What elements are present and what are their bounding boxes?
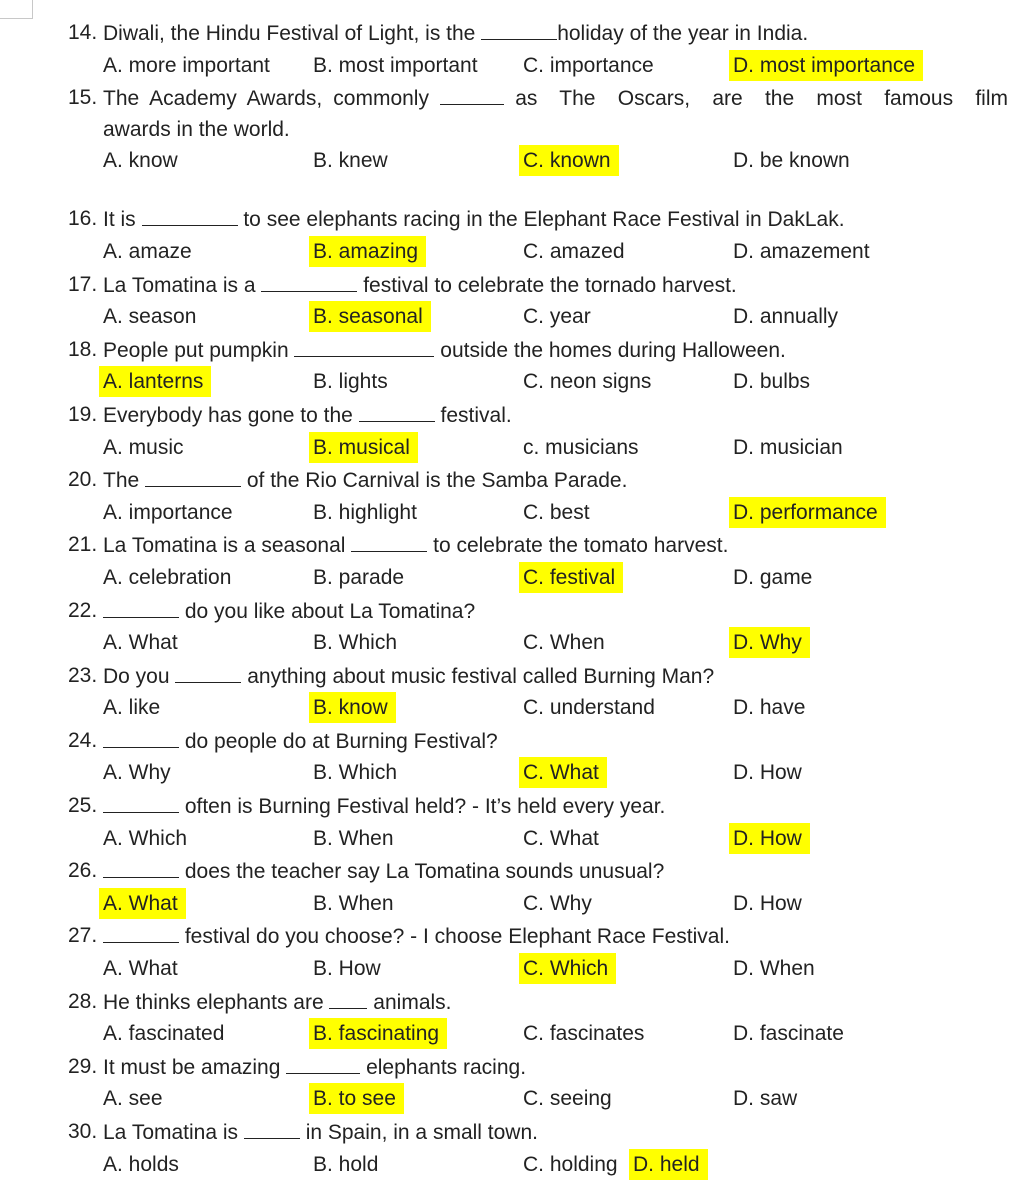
question-stem — [103, 1116, 538, 1150]
option-b-highlighted[interactable] — [313, 432, 418, 465]
question-number: 16. — [68, 207, 98, 231]
option-label: D. annually — [733, 305, 839, 329]
answer-blank[interactable] — [294, 334, 434, 357]
stem-text: as The Oscars, are the most famous film — [504, 87, 1008, 111]
question-stem-line — [0, 17, 1024, 50]
option-b[interactable] — [313, 757, 397, 790]
option-c[interactable] — [523, 1149, 618, 1182]
option-d[interactable] — [733, 562, 812, 595]
option-label: B. parade — [313, 565, 405, 589]
option-label: D. How — [733, 891, 802, 915]
stem-text: to celebrate the tomato harvest. — [427, 534, 729, 558]
option-label: B. musical — [309, 432, 418, 463]
option-label: D. fascinate — [733, 1022, 844, 1046]
option-label: A. music — [103, 435, 184, 459]
option-label: C. When — [523, 631, 605, 655]
question-stem-line — [0, 203, 1024, 236]
option-label: c. musicians — [523, 435, 639, 459]
option-a[interactable] — [103, 1149, 179, 1182]
option-label: A. know — [103, 148, 178, 172]
quiz-page — [0, 17, 1024, 1181]
options-row — [0, 627, 1024, 660]
question-stem-line — [0, 725, 1024, 758]
option-b[interactable] — [313, 50, 478, 83]
answer-blank[interactable] — [145, 464, 241, 487]
option-d[interactable] — [733, 301, 838, 334]
question-number: 28. — [68, 989, 98, 1013]
option-label: D. game — [733, 565, 813, 589]
option-d-highlighted[interactable] — [733, 627, 810, 660]
option-d[interactable] — [733, 1083, 797, 1116]
options-row — [0, 1018, 1024, 1051]
question-number: 20. — [68, 468, 98, 492]
question-stem — [103, 986, 452, 1020]
option-label: B. lights — [313, 370, 388, 394]
answer-blank[interactable] — [359, 399, 435, 422]
question-stem-continuation — [0, 115, 1024, 145]
stem-text: do you like about La Tomatina? — [179, 599, 476, 623]
question-stem — [103, 1051, 526, 1085]
answer-blank[interactable] — [261, 269, 357, 292]
option-c-highlighted[interactable] — [523, 145, 619, 178]
question-stem — [103, 920, 730, 954]
option-d-highlighted[interactable] — [733, 823, 810, 856]
options-row — [0, 888, 1024, 921]
question-21 — [0, 529, 1024, 594]
option-a[interactable] — [103, 823, 187, 856]
answer-blank[interactable] — [103, 790, 179, 813]
options-row — [0, 301, 1024, 334]
option-label: C. seeing — [523, 1087, 612, 1111]
answer-blank[interactable] — [286, 1051, 360, 1074]
option-d[interactable] — [733, 953, 815, 986]
question-number: 18. — [68, 337, 98, 361]
option-b[interactable] — [313, 1149, 378, 1182]
option-label: D. bulbs — [733, 370, 811, 394]
question-20 — [0, 464, 1024, 529]
option-a[interactable] — [103, 562, 231, 595]
stem-text: People put pumpkin — [103, 338, 295, 362]
options-row — [0, 1083, 1024, 1116]
stem-text: animals. — [367, 990, 452, 1014]
question-stem — [103, 529, 728, 563]
question-stem-line — [0, 986, 1024, 1019]
option-a[interactable] — [103, 1083, 163, 1116]
option-c-highlighted[interactable] — [523, 953, 616, 986]
option-label: A. importance — [103, 500, 233, 524]
question-stem — [103, 82, 1008, 116]
stem-text: anything about music festival called Burning Man? — [241, 664, 715, 688]
option-label: C. What — [523, 826, 599, 850]
answer-blank[interactable] — [244, 1116, 300, 1139]
question-27 — [0, 920, 1024, 985]
option-a[interactable] — [103, 50, 270, 83]
option-label: C. neon signs — [523, 370, 652, 394]
option-label: C. understand — [523, 696, 655, 720]
question-22 — [0, 595, 1024, 660]
option-c-highlighted[interactable] — [523, 562, 623, 595]
question-number: 14. — [68, 21, 98, 44]
option-c[interactable] — [523, 497, 590, 530]
option-label: C. amazed — [523, 239, 625, 263]
option-label: C. Which — [519, 953, 616, 984]
option-label: B. When — [313, 891, 394, 915]
stem-text: elephants racing. — [360, 1055, 527, 1079]
question-number: 25. — [68, 794, 98, 818]
options-row — [0, 236, 1024, 269]
question-number: 26. — [68, 859, 98, 883]
question-stem-line — [0, 529, 1024, 562]
question-number: 17. — [68, 272, 98, 296]
option-c[interactable] — [523, 50, 654, 83]
option-b[interactable] — [313, 145, 388, 178]
option-label: C. Why — [523, 891, 592, 915]
option-a[interactable] — [103, 497, 233, 530]
option-label: D. How — [733, 761, 802, 785]
option-label: A. What — [103, 631, 178, 655]
option-label: B. fascinating — [309, 1018, 447, 1049]
question-stem-line — [0, 855, 1024, 888]
stem-text: does the teacher say La Tomatina sounds unusual? — [179, 860, 665, 884]
option-label: A. Which — [103, 826, 188, 850]
option-b-highlighted[interactable] — [313, 692, 396, 725]
stem-text: often is Burning Festival held? - It’s held every year. — [179, 795, 666, 819]
option-label: A. see — [103, 1087, 163, 1111]
option-b[interactable] — [313, 823, 394, 856]
stem-text: Everybody has gone to the — [103, 403, 359, 427]
option-b[interactable] — [313, 953, 381, 986]
option-c[interactable] — [523, 432, 639, 465]
stem-text: It is — [103, 208, 142, 232]
option-a[interactable] — [103, 301, 196, 334]
options-row — [0, 145, 1024, 178]
question-stem — [103, 399, 512, 433]
option-b-highlighted[interactable] — [313, 236, 426, 269]
option-d-highlighted[interactable] — [733, 497, 886, 530]
question-number: 22. — [68, 598, 98, 622]
stem-text: holiday of the year in India. — [557, 22, 809, 45]
answer-blank[interactable] — [329, 986, 367, 1009]
option-d[interactable] — [733, 145, 850, 178]
option-label: A. Why — [103, 761, 171, 785]
section-gap — [0, 177, 1024, 203]
stem-text: festival do you choose? - I choose Elephant Race Festival. — [179, 925, 730, 949]
option-label: B. to see — [309, 1083, 404, 1114]
question-stem-line — [0, 334, 1024, 367]
option-label: D. amazement — [733, 239, 870, 263]
question-stem-line — [0, 269, 1024, 302]
option-c[interactable] — [523, 236, 625, 269]
option-label: A. fascinated — [103, 1022, 225, 1046]
option-c[interactable] — [523, 366, 651, 399]
options-row — [0, 757, 1024, 790]
option-c[interactable] — [523, 823, 599, 856]
option-d-highlighted[interactable] — [633, 1149, 708, 1182]
question-stem-line — [0, 1116, 1024, 1149]
answer-blank[interactable] — [103, 725, 179, 748]
question-15 — [0, 82, 1024, 177]
option-a[interactable] — [103, 432, 184, 465]
option-label: D. How — [729, 823, 810, 854]
answer-blank[interactable] — [175, 660, 241, 683]
stem-text: in Spain, in a small town. — [299, 1121, 538, 1144]
option-b[interactable] — [313, 888, 394, 921]
question-stem — [103, 203, 845, 237]
question-28 — [0, 986, 1024, 1051]
question-stem-line — [0, 1051, 1024, 1084]
stem-text: It must be amazing — [103, 1055, 287, 1079]
stem-text: Do you — [103, 664, 176, 688]
question-stem — [103, 269, 737, 303]
option-d-highlighted[interactable] — [733, 50, 923, 83]
question-stem — [103, 855, 664, 889]
option-label: C. fascinates — [523, 1022, 645, 1046]
answer-blank[interactable] — [351, 529, 427, 552]
question-number: 21. — [68, 533, 98, 557]
option-label: D. saw — [733, 1087, 798, 1111]
option-label: A. celebration — [103, 565, 232, 589]
option-d[interactable] — [733, 432, 843, 465]
stem-text: La Tomatina is a seasonal — [103, 534, 352, 558]
option-c[interactable] — [523, 301, 591, 334]
question-stem-line — [0, 82, 1024, 115]
stem-text: do people do at Burning Festival? — [179, 729, 498, 753]
option-label: A. more important — [103, 53, 270, 77]
question-17 — [0, 269, 1024, 334]
question-number: 30. — [68, 1120, 98, 1143]
option-a[interactable] — [103, 692, 160, 725]
option-b[interactable] — [313, 562, 404, 595]
question-stem-line — [0, 399, 1024, 432]
question-stem — [103, 17, 808, 51]
option-label: C. What — [519, 757, 607, 788]
option-label: B. When — [313, 826, 394, 850]
options-row — [0, 1149, 1024, 1182]
stem-text: to see elephants racing in the Elephant Race Festival in DakLak. — [237, 208, 845, 232]
question-stem — [103, 334, 786, 368]
option-label: B. amazing — [309, 236, 426, 267]
question-stem — [103, 595, 475, 629]
answer-blank[interactable] — [481, 17, 557, 40]
question-number: 19. — [68, 402, 98, 426]
question-stem-line — [0, 595, 1024, 628]
stem-text: He thinks elephants are — [103, 990, 330, 1014]
stem-text: festival. — [434, 403, 512, 427]
option-a-highlighted[interactable] — [103, 888, 186, 921]
options-row — [0, 50, 1024, 83]
options-row — [0, 432, 1024, 465]
option-a-highlighted[interactable] — [103, 366, 211, 399]
options-row — [0, 953, 1024, 986]
question-stem-line — [0, 920, 1024, 953]
option-label: D. Why — [729, 627, 810, 658]
options-row — [0, 823, 1024, 856]
option-label: D. musician — [733, 435, 843, 459]
option-label: D. When — [733, 957, 815, 981]
option-a[interactable] — [103, 145, 178, 178]
option-label: C. known — [519, 145, 619, 176]
stem-text: La Tomatina is a — [103, 273, 262, 297]
option-a[interactable] — [103, 627, 178, 660]
options-row — [0, 692, 1024, 725]
option-label: A. season — [103, 305, 197, 329]
option-label: C. holding — [523, 1152, 618, 1176]
stem-text: The — [103, 469, 146, 493]
option-c[interactable] — [523, 888, 592, 921]
stem-text: The Academy Awards, commonly — [103, 87, 441, 111]
option-label: C. festival — [519, 562, 623, 593]
question-number: 15. — [68, 86, 98, 110]
option-label: B. most important — [313, 53, 478, 77]
option-c[interactable] — [523, 1018, 644, 1051]
question-stem-line — [0, 464, 1024, 497]
option-b[interactable] — [313, 366, 388, 399]
option-a[interactable] — [103, 236, 192, 269]
option-label: B. hold — [313, 1152, 379, 1176]
question-25 — [0, 790, 1024, 855]
question-stem — [103, 790, 665, 824]
option-d[interactable] — [733, 692, 805, 725]
option-a[interactable] — [103, 757, 171, 790]
question-19 — [0, 399, 1024, 464]
option-label: D. be known — [733, 148, 850, 172]
stem-text: awards in the world. — [103, 117, 290, 141]
option-c[interactable] — [523, 1083, 612, 1116]
question-18 — [0, 334, 1024, 399]
stem-text: festival to celebrate the tornado harvest. — [357, 273, 737, 297]
option-c-highlighted[interactable] — [523, 757, 607, 790]
question-stem-line — [0, 660, 1024, 693]
option-b-highlighted[interactable] — [313, 1018, 447, 1051]
option-d[interactable] — [733, 236, 870, 269]
option-label: A. amaze — [103, 239, 192, 263]
question-number: 27. — [68, 924, 98, 948]
question-14 — [0, 17, 1024, 82]
option-label: A. What — [99, 888, 186, 919]
stem-text: La Tomatina is — [103, 1121, 244, 1144]
question-16 — [0, 203, 1024, 268]
question-24 — [0, 725, 1024, 790]
options-row — [0, 366, 1024, 399]
answer-blank[interactable] — [142, 203, 238, 226]
option-label: C. importance — [523, 53, 654, 77]
option-label: C. best — [523, 500, 590, 524]
question-stem — [103, 660, 714, 694]
stem-text: of the Rio Carnival is the Samba Parade. — [241, 469, 628, 493]
question-stem — [103, 464, 627, 498]
option-label: B. How — [313, 957, 381, 981]
option-a[interactable] — [103, 1018, 224, 1051]
option-label: D. have — [733, 696, 806, 720]
options-row — [0, 497, 1024, 530]
stem-text: outside the homes during Halloween. — [434, 338, 786, 362]
question-23 — [0, 660, 1024, 725]
answer-blank[interactable] — [103, 595, 179, 618]
option-label: B. seasonal — [309, 301, 431, 332]
answer-blank[interactable] — [103, 855, 179, 878]
option-label: B. know — [309, 692, 396, 723]
option-label: D. held — [629, 1149, 708, 1180]
option-label: C. year — [523, 305, 591, 329]
question-29 — [0, 1051, 1024, 1116]
option-d[interactable] — [733, 366, 810, 399]
option-label: B. knew — [313, 148, 388, 172]
option-label: A. What — [103, 957, 178, 981]
answer-blank[interactable] — [440, 82, 504, 105]
options-row — [0, 562, 1024, 595]
question-30 — [0, 1116, 1024, 1181]
question-stem — [103, 725, 498, 759]
question-26 — [0, 855, 1024, 920]
question-number: 29. — [68, 1054, 98, 1078]
question-number: 23. — [68, 663, 98, 687]
option-b[interactable] — [313, 497, 417, 530]
option-b-highlighted[interactable] — [313, 1083, 404, 1116]
option-b-highlighted[interactable] — [313, 301, 431, 334]
question-number: 24. — [68, 728, 98, 752]
option-label: B. Which — [313, 761, 398, 785]
option-b[interactable] — [313, 627, 397, 660]
answer-blank[interactable] — [103, 920, 179, 943]
option-a[interactable] — [103, 953, 178, 986]
option-d[interactable] — [733, 1018, 844, 1051]
stem-text: Diwali, the Hindu Festival of Light, is the — [103, 22, 482, 45]
option-label: B. highlight — [313, 500, 417, 524]
option-d[interactable] — [733, 888, 802, 921]
option-d[interactable] — [733, 757, 802, 790]
option-label: A. holds — [103, 1152, 179, 1176]
option-c[interactable] — [523, 627, 605, 660]
question-stem-line — [0, 790, 1024, 823]
option-label: B. Which — [313, 631, 398, 655]
option-label: A. lanterns — [99, 366, 211, 397]
option-label: D. most importance — [729, 50, 923, 81]
option-label: A. like — [103, 696, 161, 720]
option-label: D. performance — [729, 497, 886, 528]
option-c[interactable] — [523, 692, 655, 725]
